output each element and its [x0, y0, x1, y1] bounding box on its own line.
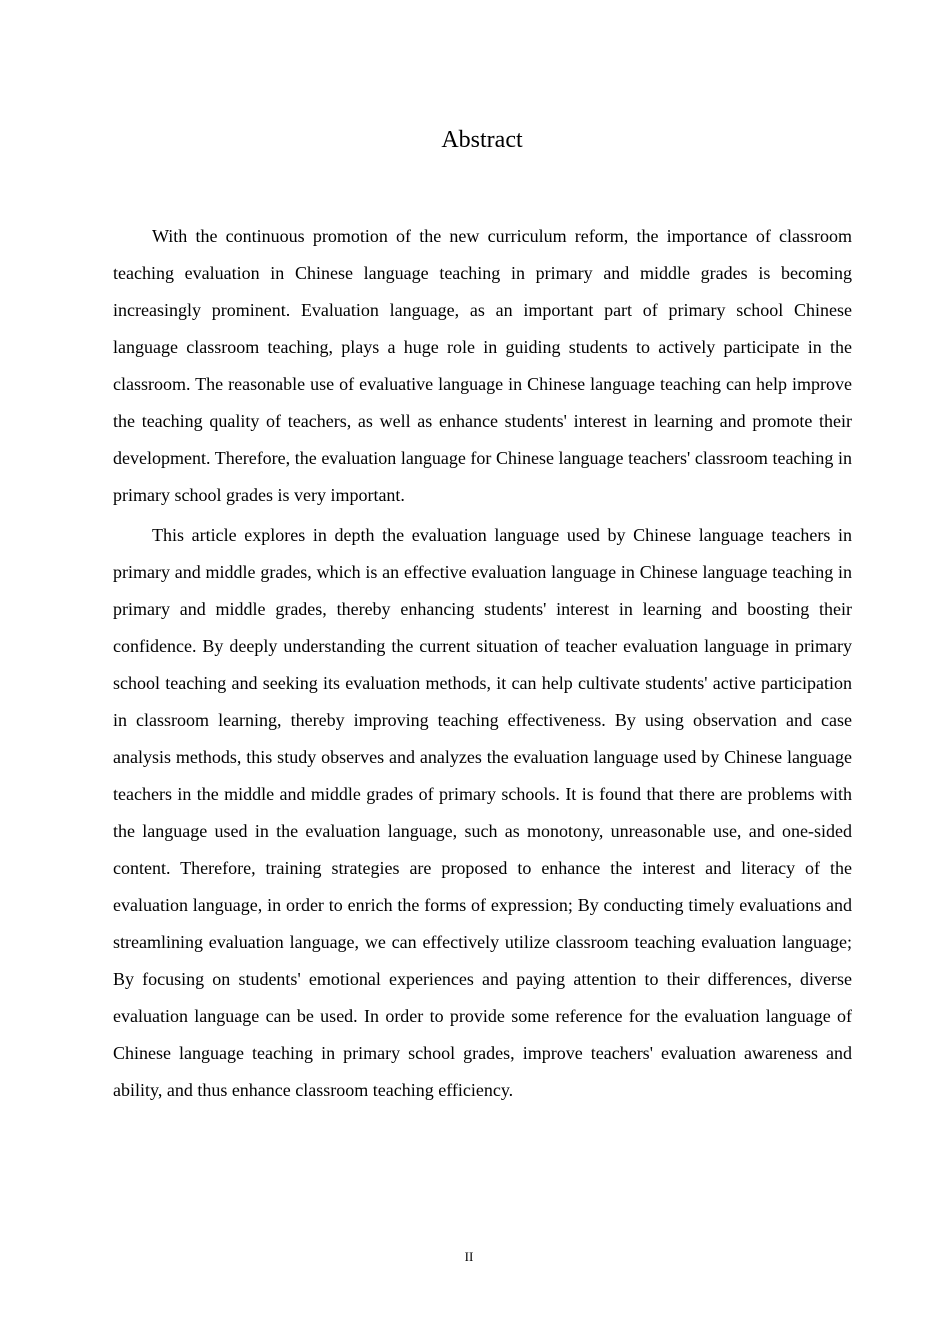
abstract-paragraph: This article explores in depth the evaluation language used by Chinese language teachers in primary and middle grades, which is an effective evaluation language in Chinese language teaching in primary and middle grades, thereby enhancing students' interest in learning and boosting their confidence. By deeply understanding the current situation of teacher evaluation language in primary school teaching and seeking its evaluation methods, it can help cultivate students' active participation in classroom learning, thereby improving teaching effectiveness. By using observation and case analysis methods, this study observes and analyzes the evaluation language used by Chinese language teachers in the middle and middle grades of primary schools. It is found that there are problems with the language used in the evaluation language, such as monotony, unreasonable use, and one-sided content. Therefore, training strategies are proposed to enhance the interest and literacy of the evaluation language, in order to enrich the forms of expression; By conducting timely evaluations and streamlining evaluation language, we can effectively utilize classroom teaching evaluation language; By focusing on students' emotional experiences and paying attention to their differences, diverse evaluation language can be used. In order to provide some reference for the evaluation language of Chinese language teaching in primary school grades, improve teachers' evaluation awareness and ability, and thus enhance classroom teaching efficiency. [113, 525, 852, 1100]
page-number: II [464, 1249, 474, 1264]
abstract-paragraph: With the continuous promotion of the new curriculum reform, the importance of classroom teaching evaluation in Chinese language teaching in primary and middle grades is becoming increasingly prominent. Evaluation language, as an important part of primary school Chinese language classroom teaching, plays a huge role in guiding students to actively participate in the classroom. The reasonable use of evaluative language in Chinese language teaching can help improve the teaching quality of teachers, as well as enhance students' interest in learning and promote their development. Therefore, the evaluation language for Chinese language teachers' classroom teaching in primary school grades is very important. [113, 226, 852, 505]
abstract-title: Abstract [441, 127, 523, 153]
abstract-body [113, 218, 852, 1109]
